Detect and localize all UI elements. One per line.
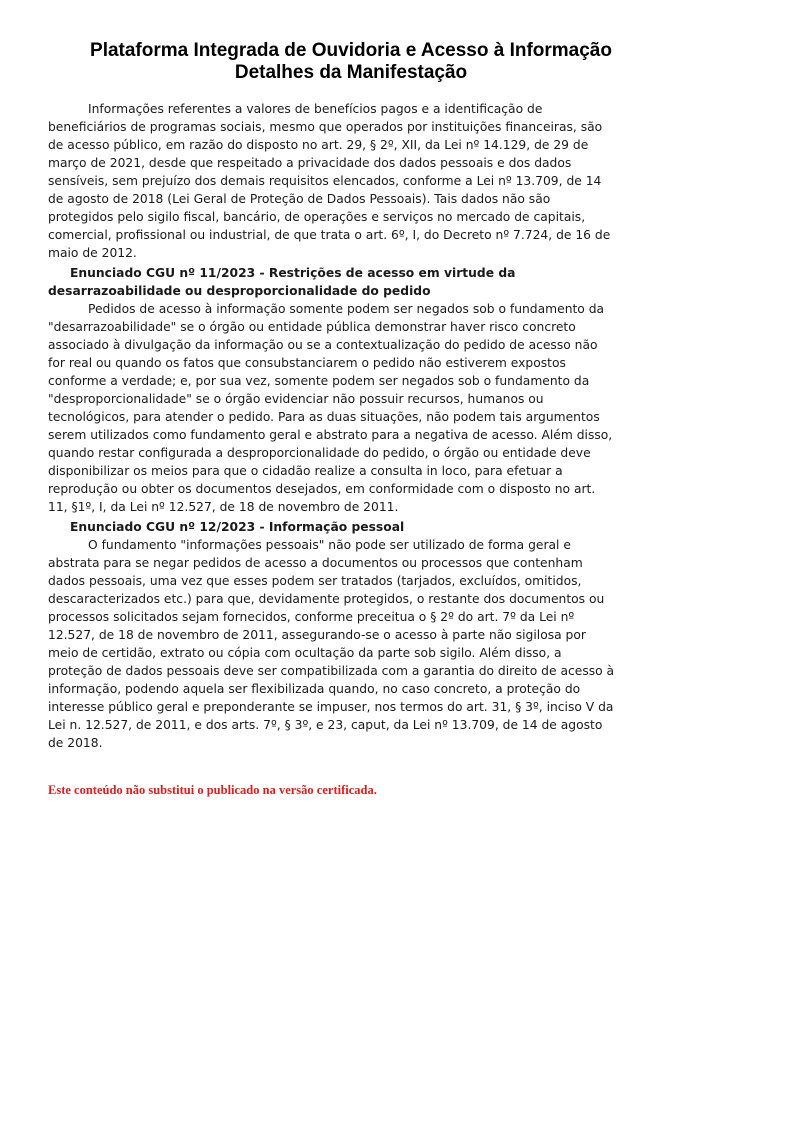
certification-notice: Este conteúdo não substitui o publicado na versão certificada.	[48, 783, 377, 797]
section-2-paragraph: O fundamento "informações pessoais" não pode ser utilizado de forma geral e abstrata para se negar pedidos de acesso a documentos ou processos que contenham dados pessoais, uma vez que esses podem ser tratados (tarjados, excluídos, omitidos, descaracterizados etc.) para que, devidamente protegidos, o restante dos documentos ou processos solicitados sejam fornecidos, conforme preceitua o § 2º do art. 7º da Lei nº 12.527, de 18 de novembro de 2011, assegurando-se o acesso à parte não sigilosa por meio de certidão, extrato ou cópia com ocultação da parte sob sigilo. Além disso, a proteção de dados pessoais deve ser compatibilizada com a garantia do direito de acesso à informação, podendo aquela ser flexibilizada quando, no caso concreto, a proteção do interesse público geral e preponderante se impuser, nos termos do art. 31, § 3º, inciso V da Lei n. 12.527, de 2011, e dos arts. 7º, § 3º, e 23, caput, da Lei nº 13.709, de 14 de agosto de 2018.	[48, 538, 615, 750]
section-1-heading: Enunciado CGU nº 11/2023 - Restrições de acesso em virtude da desarrazoabilidade ou desproporcionalidade do pedido	[48, 266, 516, 298]
section-1-paragraph: Pedidos de acesso à informação somente podem ser negados sob o fundamento da "desarrazoabilidade" se o órgão ou entidade pública demonstrar haver risco concreto associado à divulgação da informação ou se a contextualização do pedido de acesso não for real ou quando os fatos que consubstanciarem o pedido não estiverem expostos conforme a verdade; e, por sua vez, somente podem ser negados sob o fundamento da "desproporcionalidade" se o órgão evidenciar não possuir recursos, humanos ou tecnológicos, para atender o pedido. Para as duas situações, não podem tais argumentos serem utilizados como fundamento geral e abstrato para a negativa de acesso. Além disso, quando restar configurada a desproporcionalidade do pedido, o órgão ou entidade deve disponibilizar os meios para que o cidadão realize a consulta in loco, para efetuar a reprodução ou obter os documentos desejados, em conformidade com o disposto no art. 11, §1º, I, da Lei nº 12.527, de 18 de novembro de 2011.	[48, 302, 613, 514]
section-2-heading: Enunciado CGU nº 12/2023 - Informação pessoal	[70, 520, 405, 534]
title-line-2: Detalhes da Manifestação	[234, 62, 468, 83]
intro-paragraph: Informações referentes a valores de benefícios pagos e a identificação de beneficiários de programas sociais, mesmo que operados por instituições financeiras, são de acesso público, em razão do disposto no art. 29, § 2º, XII, da Lei nº 14.129, de 29 de março de 2021, desde que respeitado a privacidade dos dados pessoais e dos dados sensíveis, sem prejuízo dos demais requisitos elencados, conforme a Lei nº 13.709, de 14 de agosto de 2018 (Lei Geral de Proteção de Dados Pessoais). Tais dados não são protegidos pelo sigilo fiscal, bancário, de operações e serviços no mercado de capitais, comercial, profissional ou industrial, de que trata o art. 6º, I, do Decreto nº 7.724, de 16 de maio de 2012.	[48, 102, 611, 260]
document-page	[48, 40, 618, 798]
title-line-1: Plataforma Integrada de Ouvidoria e Acesso à Informação	[90, 40, 612, 61]
document-title	[66, 40, 636, 84]
